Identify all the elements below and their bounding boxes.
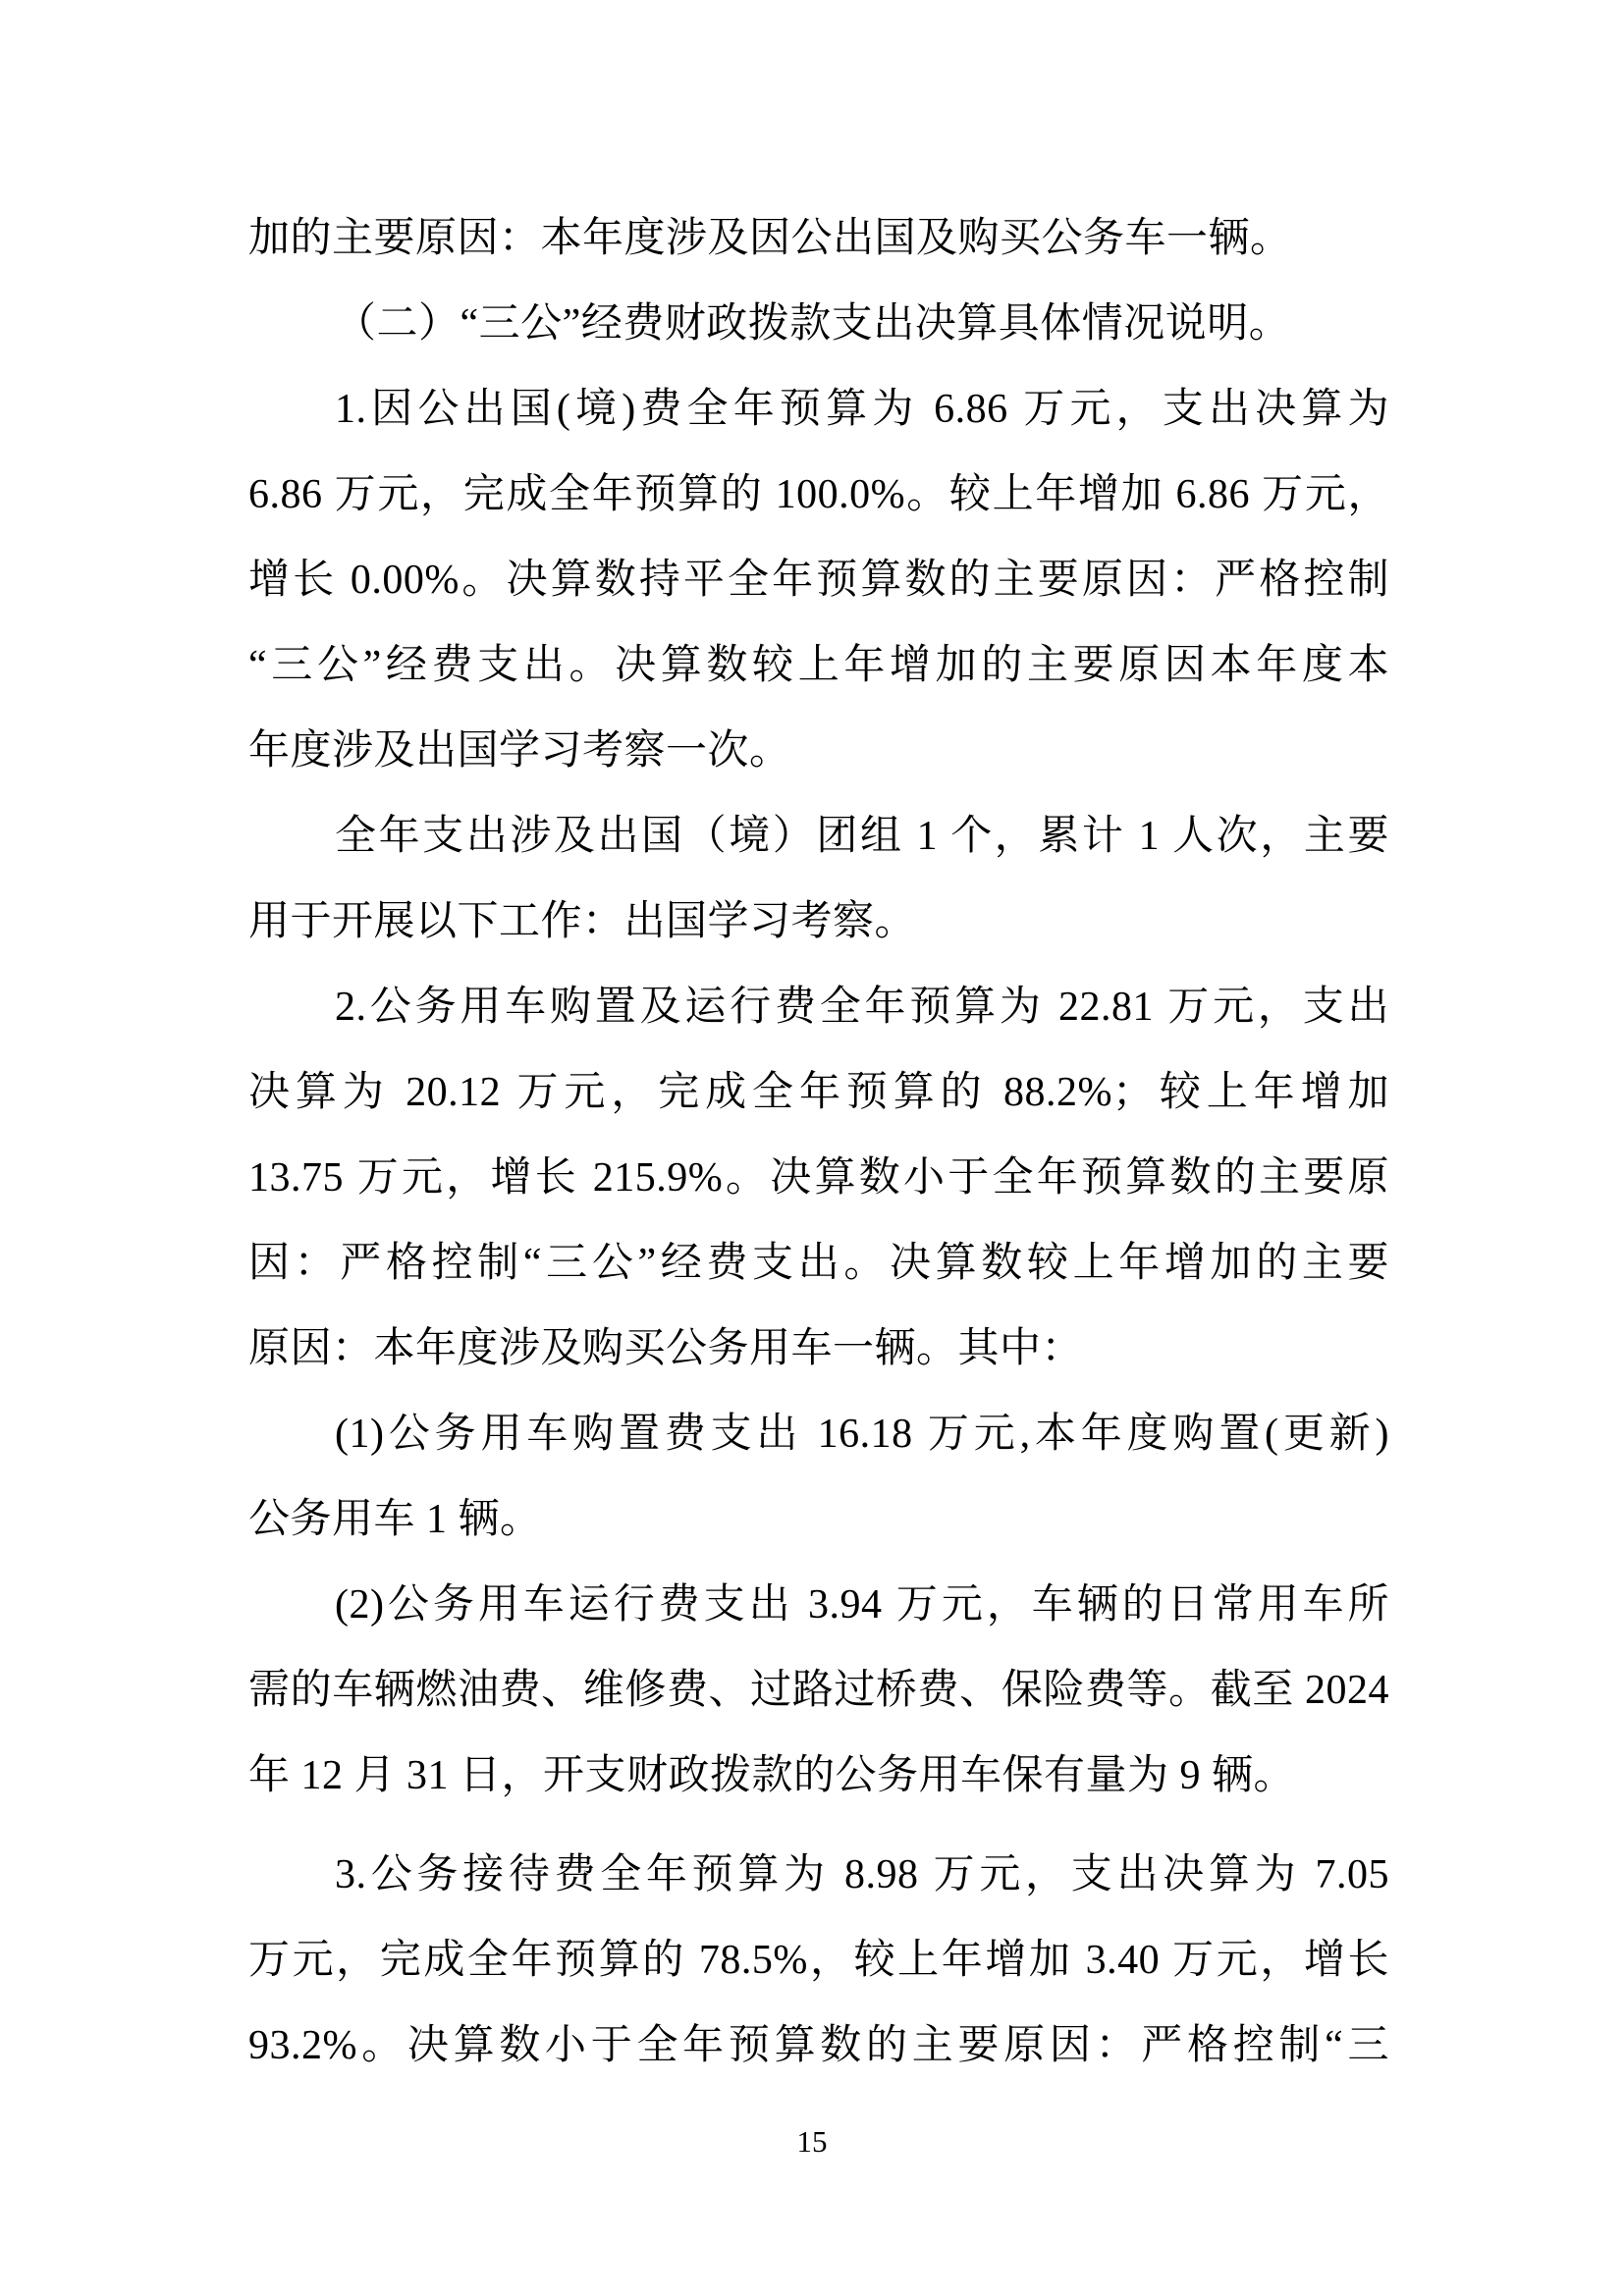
text-line: 原因：本年度涉及购买公务用车一辆。其中： <box>248 1326 1084 1371</box>
page-number: 15 <box>796 2124 828 2159</box>
text-line: 年 12 月 31 日，开支财政拨款的公务用车保有量为 9 辆。 <box>248 1753 1296 1798</box>
text-line: 需的车辆燃油费、维修费、过路过桥费、保险费等。截至 2024 <box>248 1668 1389 1713</box>
text-line: 增长 0.00%。决算数持平全年预算数的主要原因：严格控制 <box>248 558 1389 603</box>
text-line: （二）“三公”经费财政拨款支出决算具体情况说明。 <box>335 301 1291 347</box>
text-line: 3.公务接待费全年预算为 8.98 万元，支出决算为 7.05 <box>335 1852 1389 1897</box>
text-line: 93.2%。决算数小于全年预算数的主要原因：严格控制“三 <box>248 2023 1389 2068</box>
document-body <box>248 196 1389 2089</box>
text-line: 全年支出涉及出国（境）团组 1 个，累计 1 人次，主要 <box>335 814 1389 859</box>
text-line: (2)公务用车运行费支出 3.94 万元，车辆的日常用车所 <box>335 1582 1389 1628</box>
text-line: 2.公务用车购置及运行费全年预算为 22.81 万元，支出 <box>335 985 1389 1030</box>
text-line: 加的主要原因：本年度涉及因公出国及购买公务车一辆。 <box>248 216 1292 261</box>
text-line: “三公”经费支出。决算数较上年增加的主要原因本年度本 <box>248 643 1389 688</box>
text-line: 决算为 20.12 万元，完成全年预算的 88.2%；较上年增加 <box>248 1070 1389 1115</box>
text-line: 公务用车 1 辆。 <box>248 1497 542 1542</box>
text-line: 因：严格控制“三公”经费支出。决算数较上年增加的主要 <box>248 1241 1389 1286</box>
text-line: 万元，完成全年预算的 78.5%，较上年增加 3.40 万元，增长 <box>248 1938 1389 1983</box>
text-line: 1.因公出国(境)费全年预算为 6.86 万元，支出决算为 <box>335 387 1389 432</box>
text-line: (1)公务用车购置费支出 16.18 万元,本年度购置(更新) <box>335 1412 1389 1457</box>
text-line: 年度涉及出国学习考察一次。 <box>248 728 791 774</box>
text-line: 6.86 万元，完成全年预算的 100.0%。较上年增加 6.86 万元， <box>248 472 1389 517</box>
text-line: 用于开展以下工作：出国学习考察。 <box>248 899 917 944</box>
text-line: 13.75 万元，增长 215.9%。决算数小于全年预算数的主要原 <box>248 1155 1389 1201</box>
